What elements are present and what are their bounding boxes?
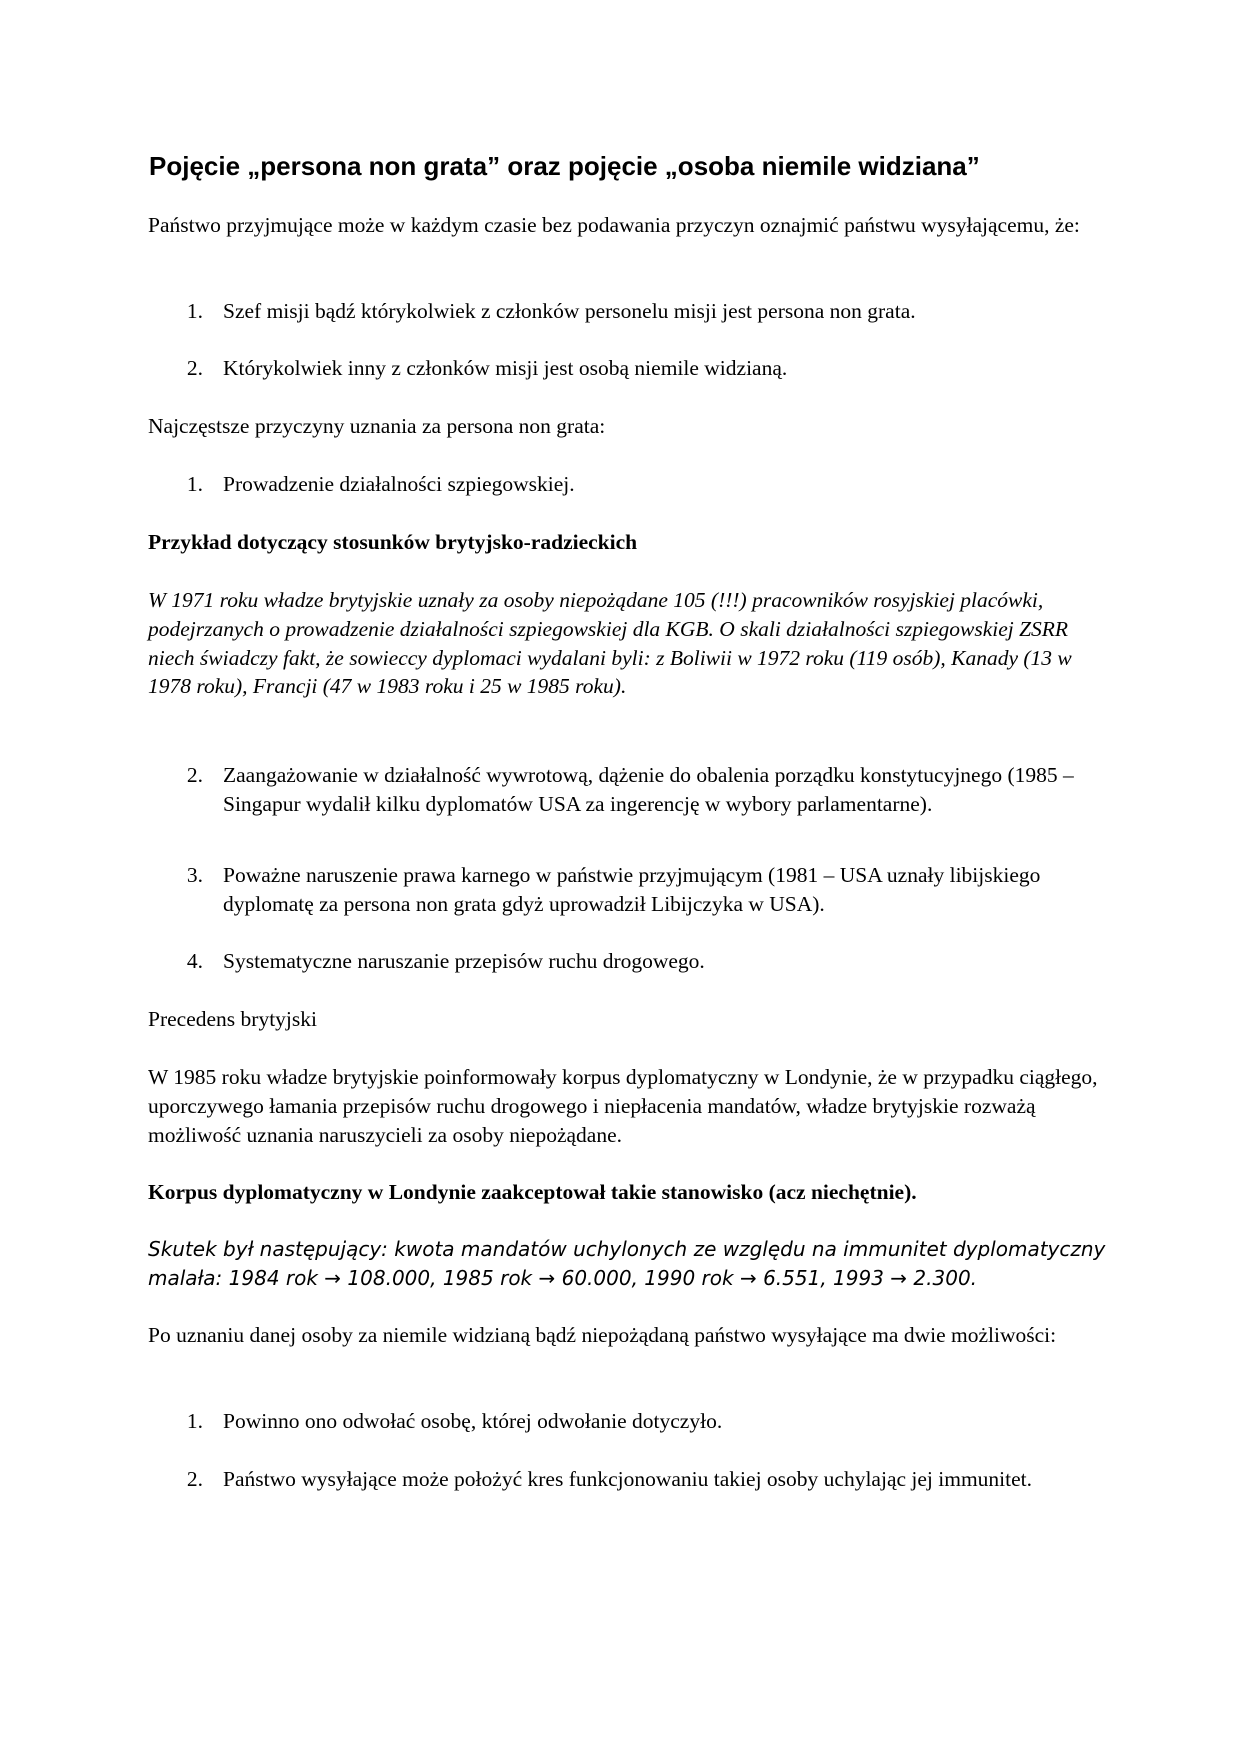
cause-item: Prowadzenie działalności szpiegowskiej. bbox=[223, 472, 575, 496]
list-item-number: 2. bbox=[186, 356, 203, 380]
option-number: 1. bbox=[186, 1409, 203, 1433]
example-paragraph: W 1971 roku władze brytyjskie uznały za osoby niepożądane 105 (!!!) pracowników rosyjskiej placówki, podejrzanych o prowadzenie działalności szpiegowskiej dla KGB. O skali działalności szpiegowskiej ZSRR niech świadczy fakt, że sowieccy dyplomaci wydalani byli: z Boliwii w 1972 roku (119 osób), Kanady (13 w 1978 roku), Francji (47 w 1983 roku i 25 w 1985 roku). bbox=[148, 588, 1072, 699]
page-title: Pojęcie „persona non grata” oraz pojęcie „osoba niemile widziana” bbox=[149, 151, 980, 181]
causes-heading: Najczęstsze przyczyny uznania za persona non grata: bbox=[148, 414, 606, 438]
cause-item: Poważne naruszenie prawa karnego w państwie przyjmującym (1981 – USA uznały libijskiego dyplomatę za persona non grata gdyż uprowadził Libijczyka w USA). bbox=[223, 863, 1041, 916]
cause-number: 1. bbox=[186, 472, 203, 496]
cause-item: Systematyczne naruszanie przepisów ruchu drogowego. bbox=[223, 949, 705, 973]
cause-number: 2. bbox=[186, 763, 203, 787]
list-item-number: 1. bbox=[186, 299, 203, 323]
cause-number: 3. bbox=[186, 863, 203, 887]
options-intro: Po uznaniu danej osoby za niemile widzianą bądź niepożądaną państwo wysyłające ma dwie możliwości: bbox=[148, 1323, 1057, 1347]
cause-item: Zaangażowanie w działalność wywrotową, dążenie do obalenia porządku konstytucyjnego (1985 – Singapur wydalił kilku dyplomatów USA za ingerencję w wybory parlamentarne). bbox=[223, 763, 1074, 816]
option-item: Powinno ono odwołać osobę, której odwołanie dotyczyło. bbox=[223, 1409, 723, 1433]
precedent-paragraph: W 1985 roku władze brytyjskie poinformowały korpus dyplomatyczny w Londynie, że w przypadku ciągłego, uporczywego łamania przepisów ruchu drogowego i niepłacenia mandatów, władze brytyjskie rozważą możliwość uznania naruszycieli za osoby niepożądane. bbox=[148, 1065, 1098, 1147]
precedent-heading: Precedens brytyjski bbox=[148, 1007, 317, 1031]
list-item: Szef misji bądź którykolwiek z członków personelu misji jest persona non grata. bbox=[223, 299, 916, 323]
effect-paragraph: Skutek był następujący: kwota mandatów uchylonych ze względu na immunitet dyplomatyczny malała: 1984 rok → 108.000, 1985 rok → 60.000, 1990 rok → 6.551, 1993 → 2.300. bbox=[148, 1237, 1106, 1290]
option-number: 2. bbox=[186, 1467, 203, 1491]
option-item: Państwo wysyłające może położyć kres funkcjonowaniu takiej osoby uchylając jej immunitet. bbox=[223, 1467, 1033, 1491]
example-heading: Przykład dotyczący stosunków brytyjsko-radzieckich bbox=[148, 530, 638, 554]
cause-number: 4. bbox=[186, 949, 203, 973]
intro-paragraph: Państwo przyjmujące może w każdym czasie bez podawania przyczyn oznajmić państwu wysyłającemu, że: bbox=[148, 213, 1080, 237]
corps-statement: Korpus dyplomatyczny w Londynie zaakceptował takie stanowisko (acz niechętnie). bbox=[148, 1180, 917, 1204]
list-item: Którykolwiek inny z członków misji jest osobą niemile widzianą. bbox=[223, 356, 788, 380]
